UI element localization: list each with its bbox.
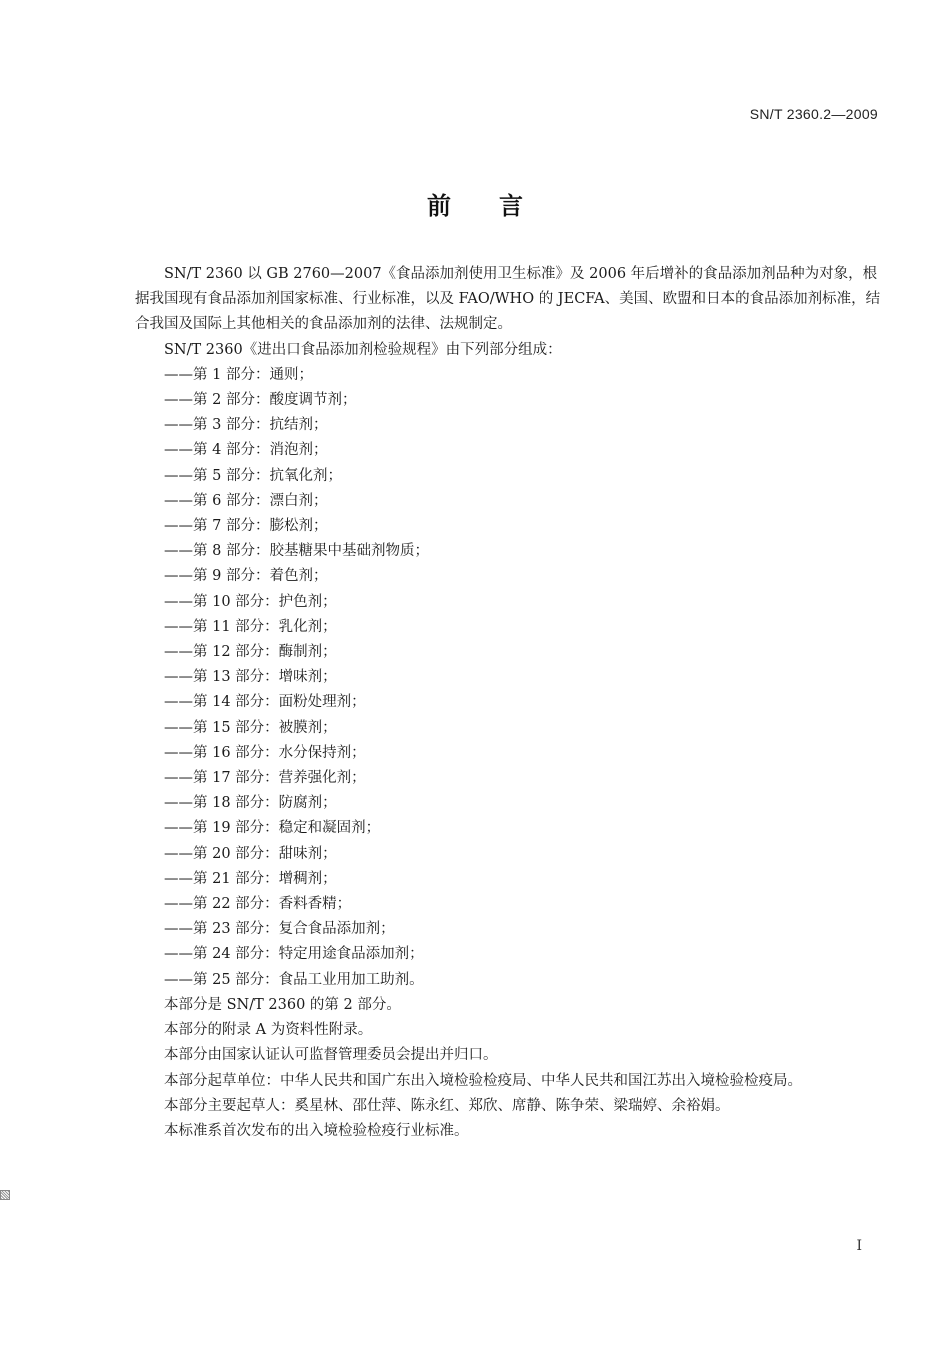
list-item: ——第 3 部分：抗结剂； xyxy=(164,417,328,434)
list-item: ——第 7 部分：膨松剂； xyxy=(164,518,328,535)
list-item: ——第 19 部分：稳定和凝固剂； xyxy=(164,820,381,837)
intro-paragraph: SN/T 2360 以 GB 2760—2007《食品添加剂使用卫生标准》及 2006 年后增补的食品添加剂品种为对象，根据我国现有食品添加剂国家标准、行业标准，以及 FAO/WHO 的 JECFA、美国、欧盟和日本的食品添加剂标准，结合我国及国际上其他相关的食品添加剂的法律、法规制定。 xyxy=(135,266,881,333)
scan-mark-icon xyxy=(0,1190,10,1200)
list-item: ——第 17 部分：营养强化剂； xyxy=(164,770,366,787)
list-item: ——第 24 部分：特定用途食品添加剂； xyxy=(164,946,424,963)
closing-paragraph: 本部分主要起草人：奚星林、邵仕萍、陈永红、郑欣、席静、陈争荣、梁瑞婷、余裕娟。 xyxy=(164,1097,730,1114)
composition-paragraph: SN/T 2360《进出口食品添加剂检验规程》由下列部分组成： xyxy=(164,341,562,358)
list-item: ——第 11 部分：乳化剂； xyxy=(164,618,337,635)
page-number: I xyxy=(856,1238,862,1254)
list-item: ——第 10 部分：护色剂； xyxy=(164,593,337,610)
closing-section xyxy=(135,993,885,1144)
list-item: ——第 14 部分：面粉处理剂； xyxy=(164,694,366,711)
standard-number: SN/T 2360.2—2009 xyxy=(749,106,878,122)
list-item: ——第 25 部分：食品工业用加工助剂。 xyxy=(164,971,424,988)
closing-paragraph: 本部分是 SN/T 2360 的第 2 部分。 xyxy=(164,996,401,1013)
list-item: ——第 12 部分：酶制剂； xyxy=(164,644,337,661)
list-item: ——第 20 部分：甜味剂； xyxy=(164,845,337,862)
list-item: ——第 13 部分：增味剂； xyxy=(164,669,337,686)
list-item: ——第 16 部分：水分保持剂； xyxy=(164,744,366,761)
closing-paragraph: 本部分起草单位：中华人民共和国广东出入境检验检疫局、中华人民共和国江苏出入境检验检疫局。 xyxy=(164,1072,802,1089)
closing-paragraph: 本标准系首次发布的出入境检验检疫行业标准。 xyxy=(164,1122,469,1139)
parts-list xyxy=(135,363,885,993)
document-body xyxy=(135,262,885,1144)
list-item: ——第 15 部分：被膜剂； xyxy=(164,719,337,736)
closing-paragraph: 本部分的附录 A 为资料性附录。 xyxy=(164,1022,373,1039)
list-item: ——第 21 部分：增稠剂； xyxy=(164,870,337,887)
list-item: ——第 18 部分：防腐剂； xyxy=(164,795,337,812)
list-item: ——第 22 部分：香料香精； xyxy=(164,896,352,913)
list-item: ——第 5 部分：抗氧化剂； xyxy=(164,467,342,484)
closing-paragraph: 本部分由国家认证认可监督管理委员会提出并归口。 xyxy=(164,1047,498,1064)
list-item: ——第 23 部分：复合食品添加剂； xyxy=(164,921,395,938)
list-item: ——第 4 部分：消泡剂； xyxy=(164,442,328,459)
list-item: ——第 6 部分：漂白剂； xyxy=(164,492,328,509)
page-title: 前言 xyxy=(427,192,571,220)
list-item: ——第 2 部分：酸度调节剂； xyxy=(164,392,357,409)
list-item: ——第 1 部分：通则； xyxy=(164,366,313,383)
list-item: ——第 9 部分：着色剂； xyxy=(164,568,328,585)
list-item: ——第 8 部分：胶基糖果中基础剂物质； xyxy=(164,543,429,560)
